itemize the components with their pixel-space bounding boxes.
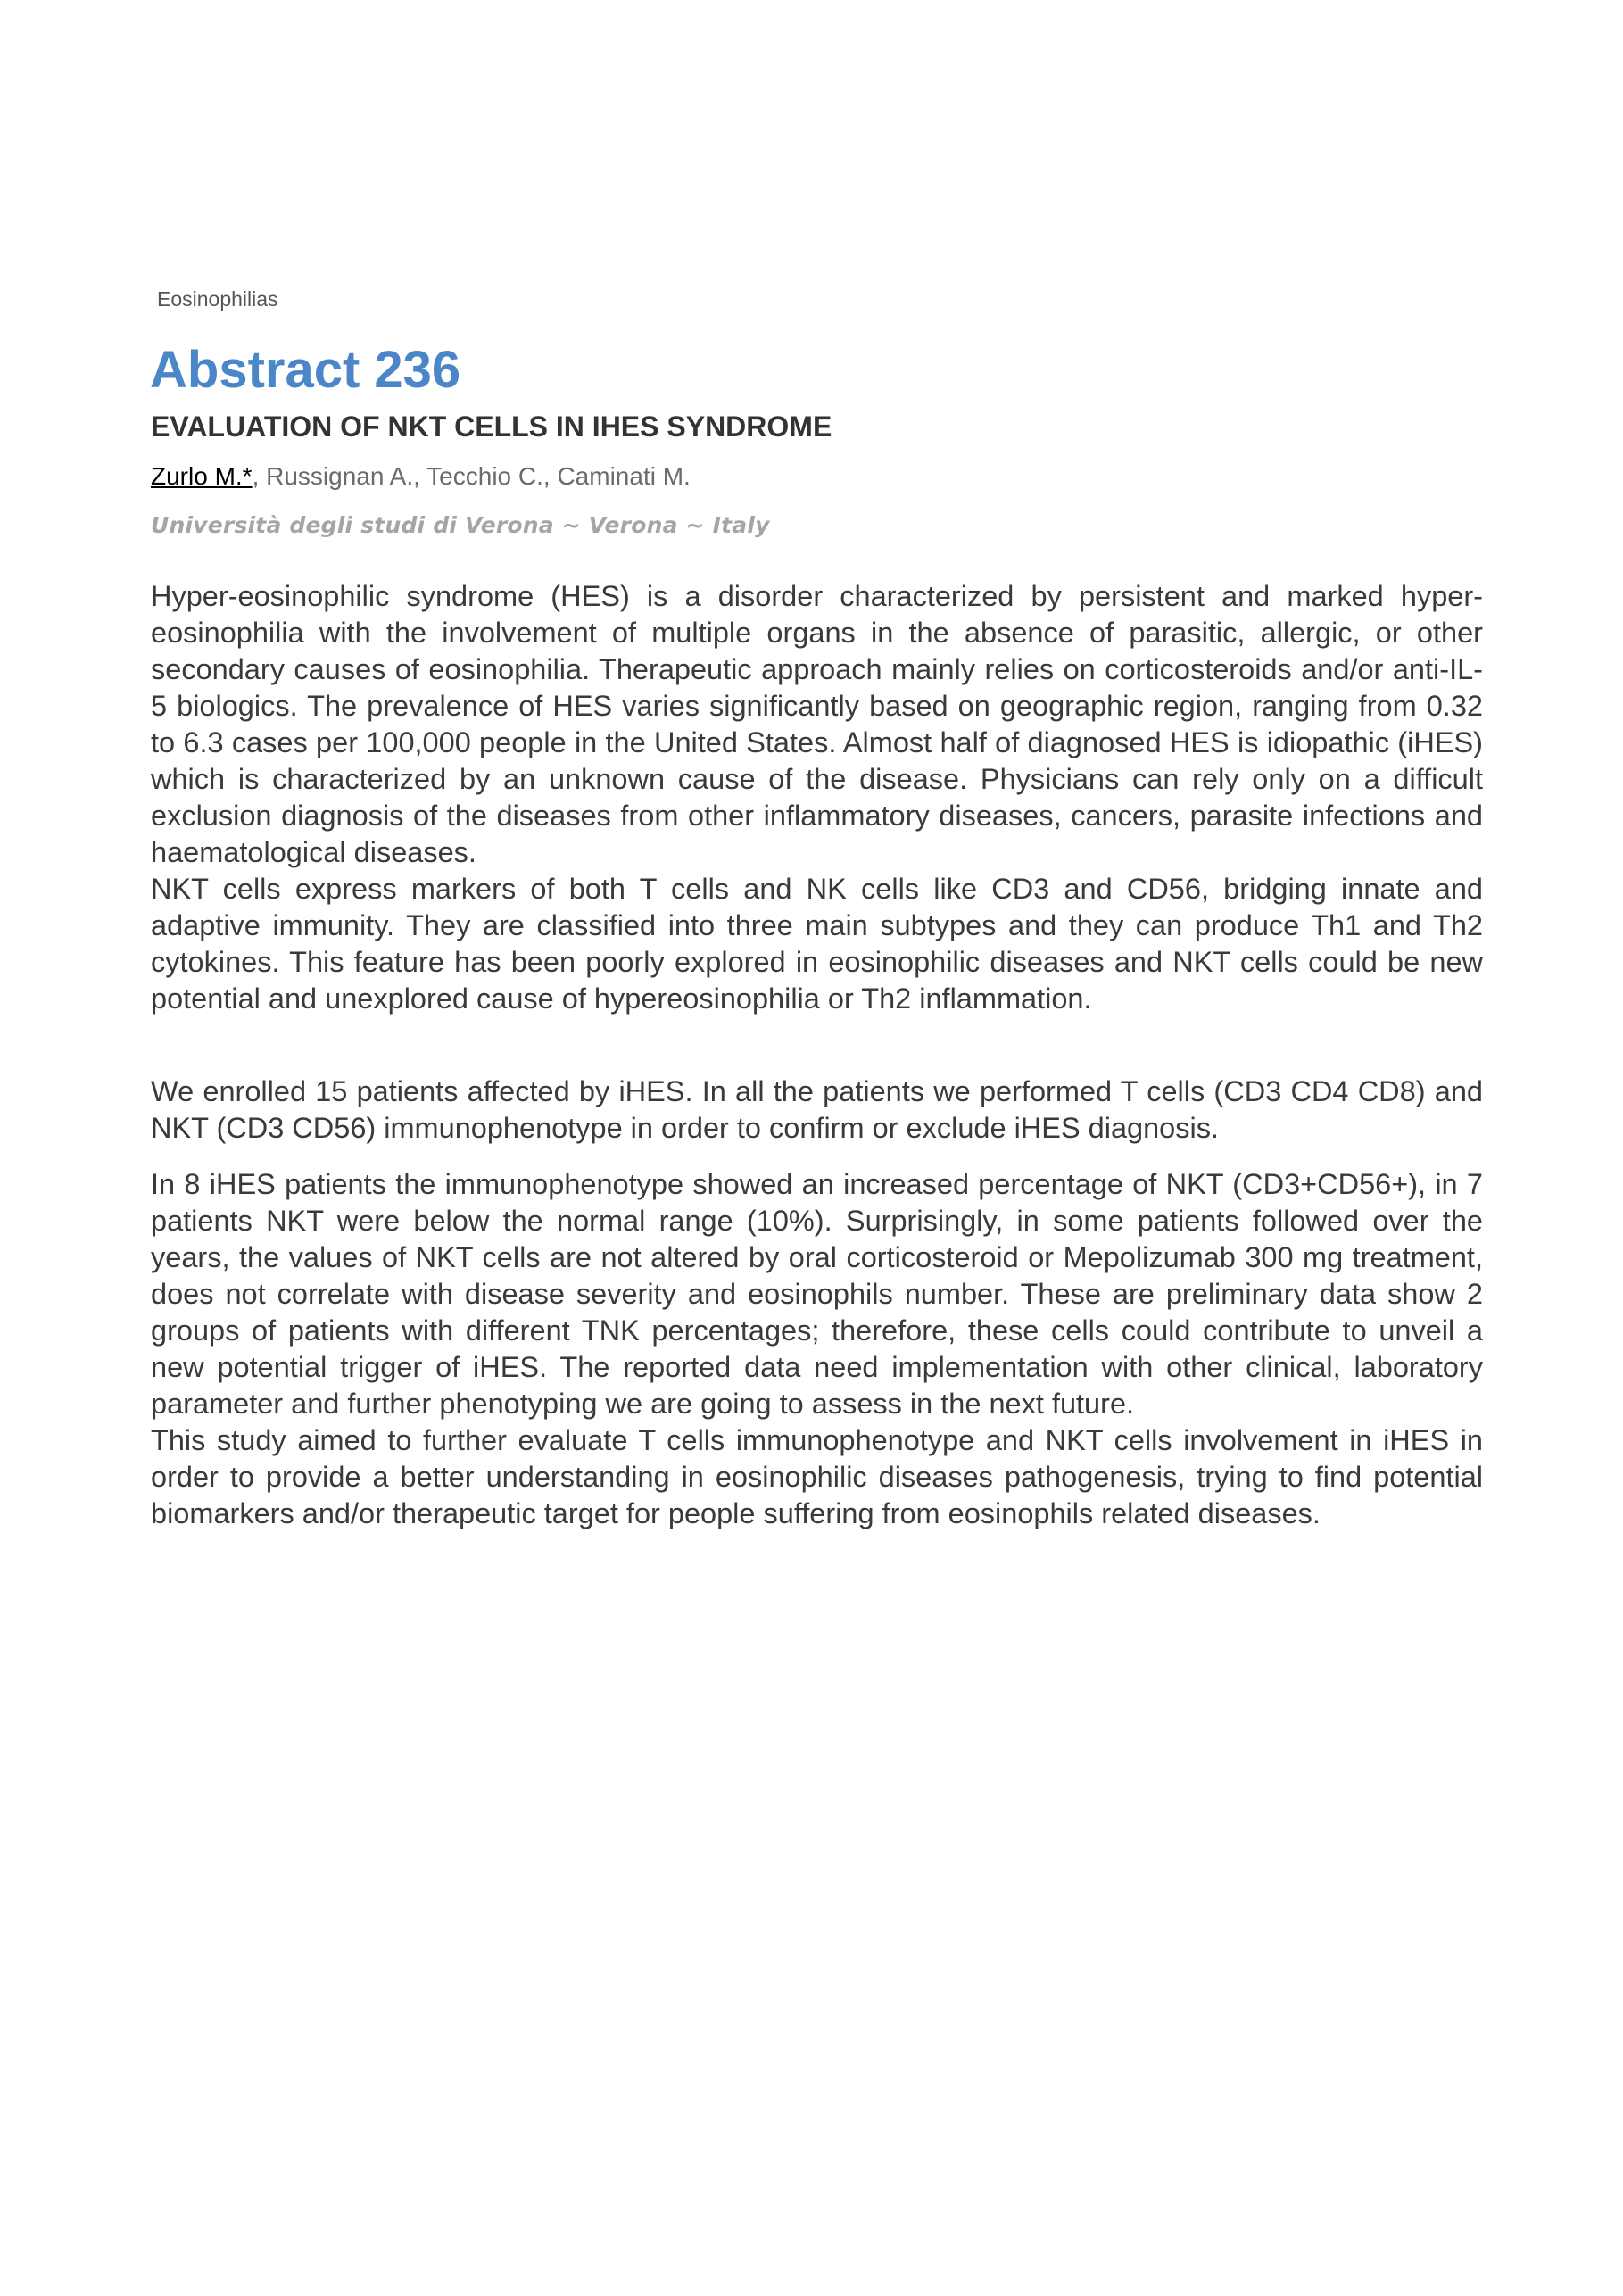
author-list [151, 462, 691, 491]
body-paragraph: Hyper-eosinophilic syndrome (HES) is a disorder characterized by persistent and marked hyper-eosinophilia with the involvement of multiple organs in the absence of parasitic, allergic, or other secondary causes of eosinophilia. Therapeutic approach mainly relies on corticosteroids and/or anti-IL-5 biologics. The prevalence of HES varies significantly based on geographic region, ranging from 0.32 to 6.3 cases per 100,000 people in the United States. Almost half of diagnosed HES is idiopathic (iHES) which is characterized by an unknown cause of the disease. Physicians can rely only on a difficult exclusion diagnosis of the diseases from other inflammatory diseases, cancers, parasite infections and haematological diseases. [151, 580, 1483, 868]
introduction-section [151, 578, 1483, 1017]
paper-title: EVALUATION OF NKT CELLS IN IHES SYNDROME [151, 410, 832, 443]
section-label: Eosinophilias [157, 287, 278, 311]
results-section [151, 1166, 1483, 1532]
methods-section [151, 1073, 1483, 1147]
presenting-author: Zurlo M.* [151, 462, 253, 490]
body-paragraph: In 8 iHES patients the immunophenotype showed an increased percentage of NKT (CD3+CD56+), in 7 patients NKT were below the normal range (10%). Surprisingly, in some patients followed over the years, the values of NKT cells are not altered by oral corticosteroid or Mepolizumab 300 mg treatment, does not correlate with disease severity and eosinophils number. These are preliminary data show 2 groups of patients with different TNK percentages; therefore, these cells could contribute to unveil a new potential trigger of iHES. The reported data need implementation with other clinical, laboratory parameter and further phenotyping we are going to assess in the next future. [151, 1168, 1483, 1420]
body-paragraph: We enrolled 15 patients affected by iHES. In all the patients we performed T cells (CD3 CD4 CD8) and NKT (CD3 CD56) immunophenotype in order to confirm or exclude iHES diagnosis. [151, 1075, 1483, 1144]
body-paragraph: This study aimed to further evaluate T cells immunophenotype and NKT cells involvement in iHES in order to provide a better understanding in eosinophilic diseases pathogenesis, trying to find potential biomarkers and/or therapeutic target for people suffering from eosinophils related diseases. [151, 1424, 1483, 1529]
body-paragraph: NKT cells express markers of both T cells and NK cells like CD3 and CD56, bridging innate and adaptive immunity. They are classified into three main subtypes and they can produce Th1 and Th2 cytokines. This feature has been poorly explored in eosinophilic diseases and NKT cells could be new potential and unexplored cause of hypereosinophilia or Th2 inflammation. [151, 873, 1483, 1015]
co-authors: , Russignan A., Tecchio C., Caminati M. [252, 462, 691, 490]
abstract-title: Abstract 236 [150, 341, 461, 399]
affiliation: Università degli studi di Verona ~ Verona ~ Italy [151, 512, 770, 538]
